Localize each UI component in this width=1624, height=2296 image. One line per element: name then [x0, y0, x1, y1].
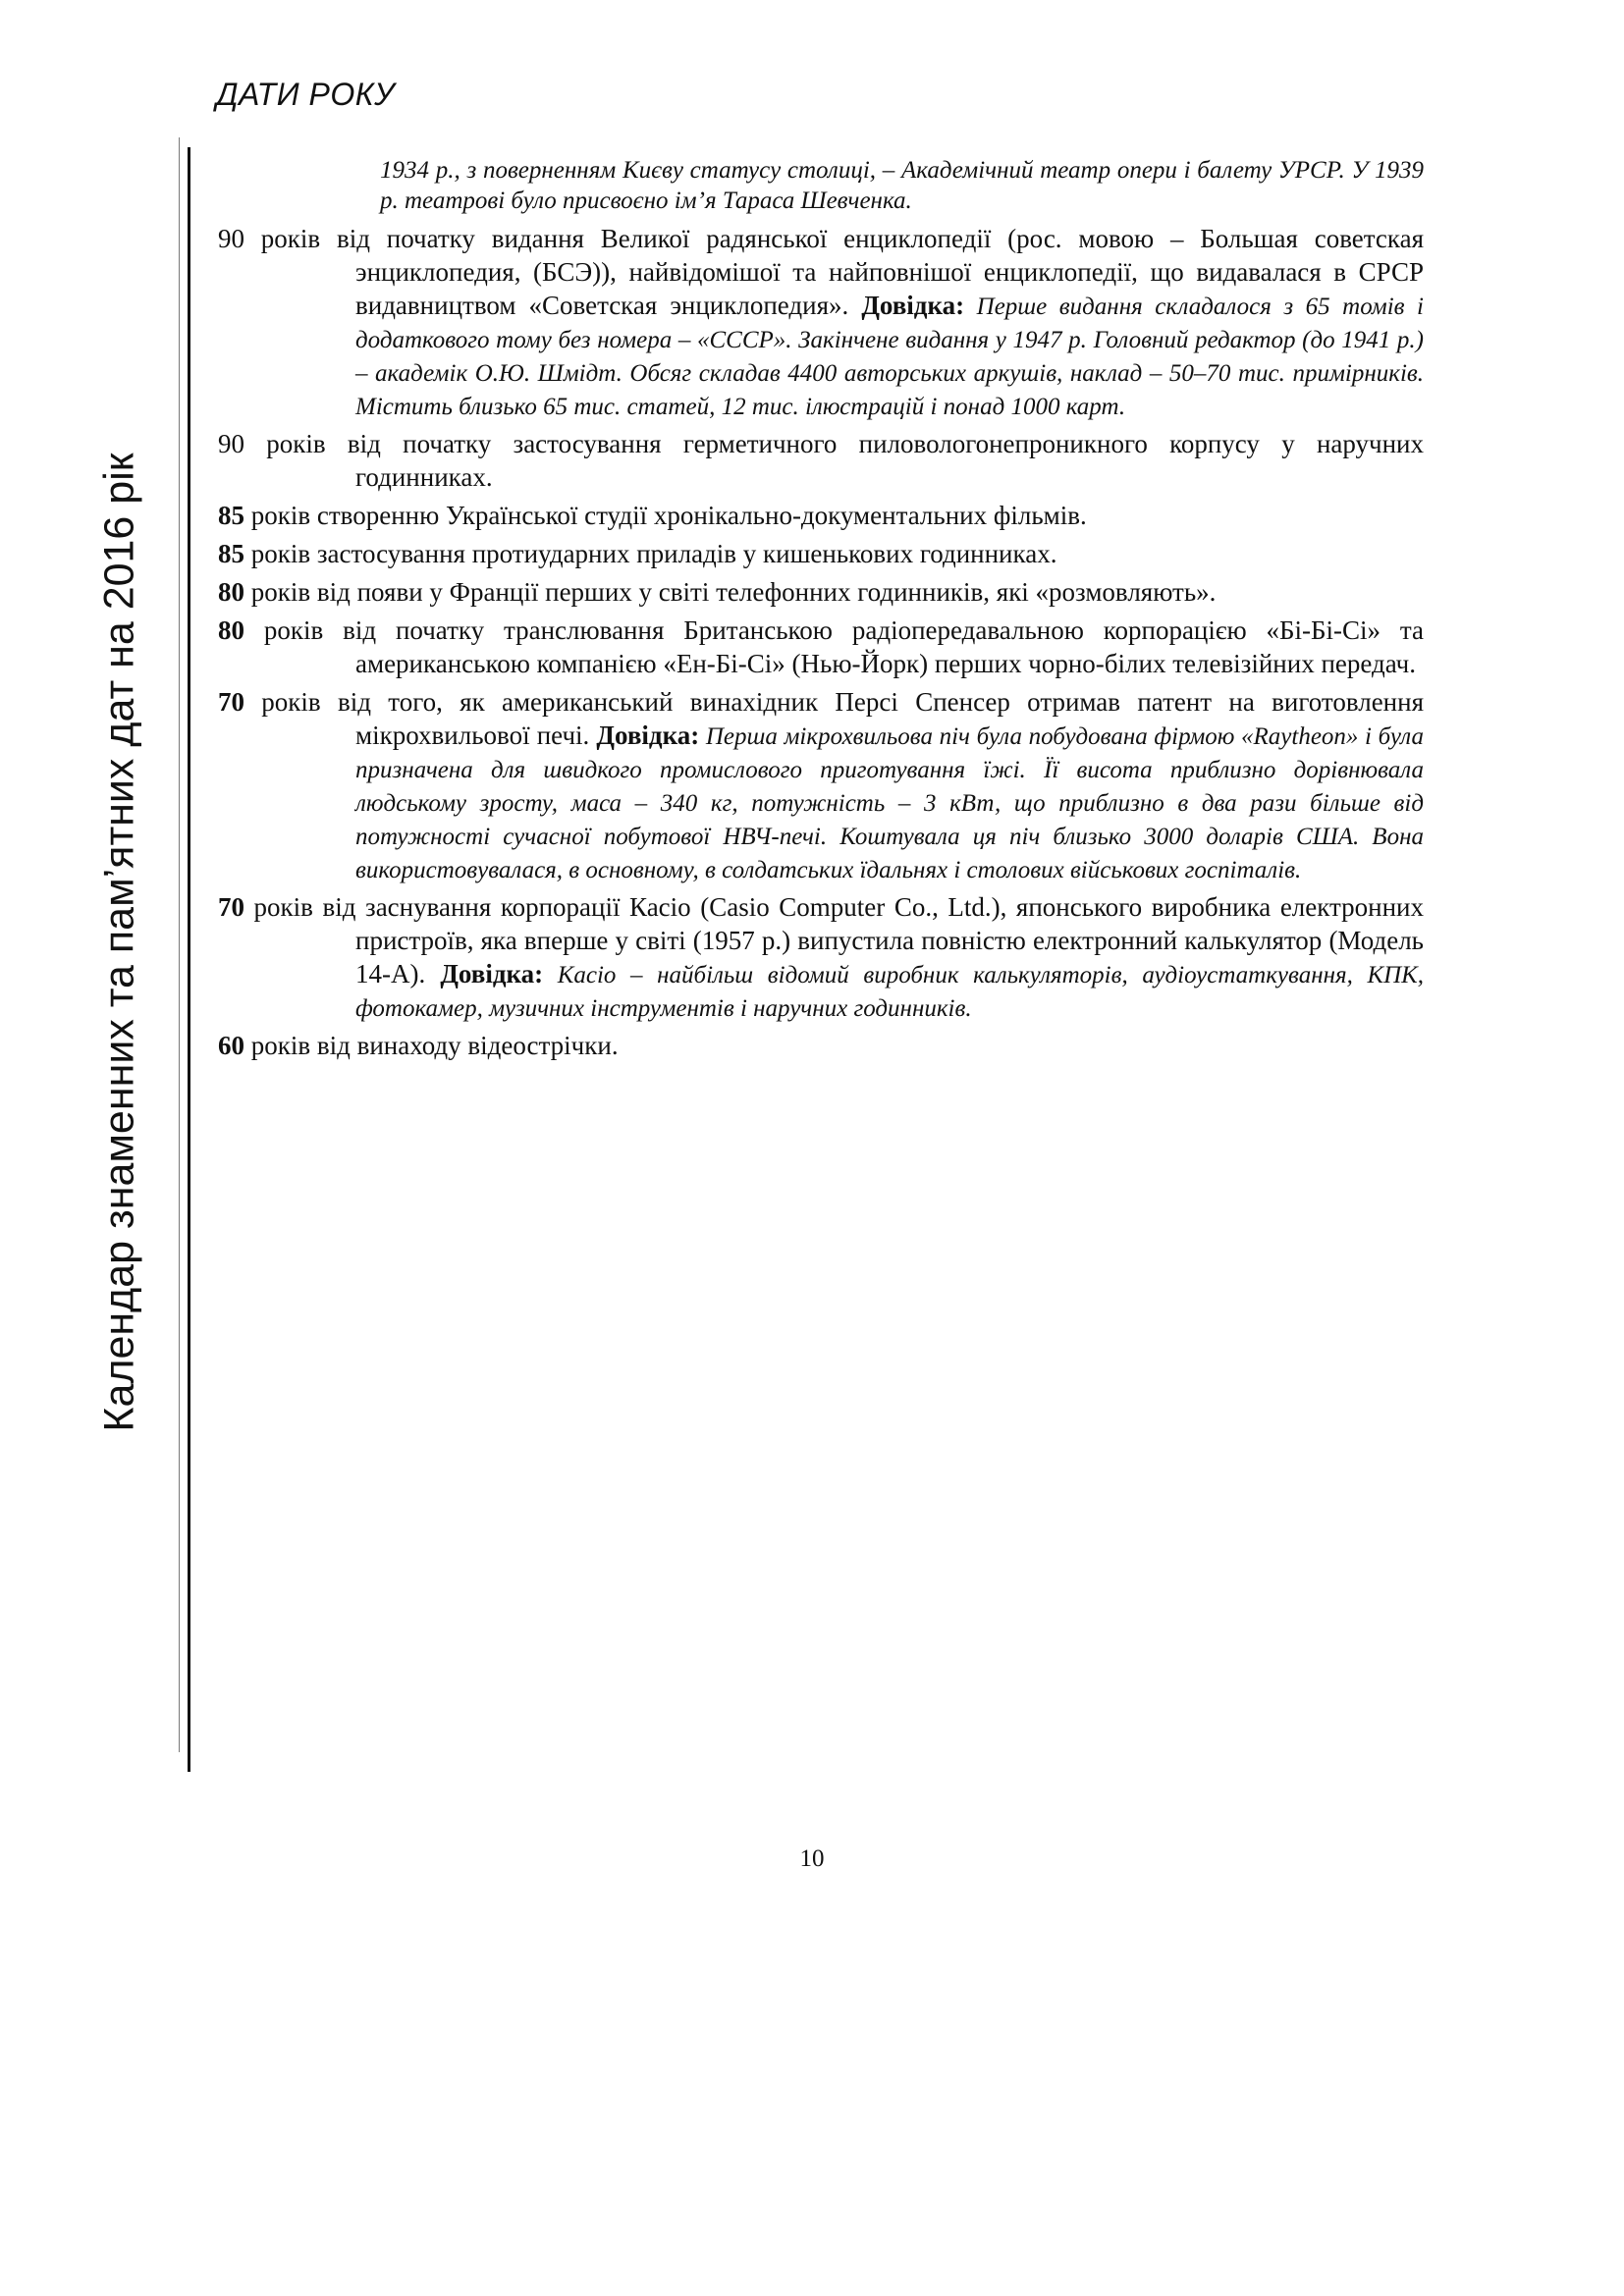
- margin-rule-thick: [188, 147, 190, 1772]
- entry-years: 90: [218, 429, 244, 458]
- entry-years: 80: [218, 615, 244, 645]
- entry-text: років від винаходу відеострічки.: [244, 1031, 619, 1060]
- entry-text: років застосування протиударних приладів у кишенькових годинниках.: [244, 539, 1057, 568]
- date-entry: [218, 499, 1424, 532]
- date-entry: [218, 427, 1424, 494]
- date-entry: [218, 1029, 1424, 1062]
- entry-text: років від початку транслювання Британською радіопередавальною корпорацією «Бі-Бі-Сі» та американською компанією «Ен-Бі-Сі» (Нью-Йорк) перших чорно-білих телевізійних передач.: [244, 615, 1424, 678]
- entry-years: 80: [218, 577, 244, 607]
- side-title-container: [90, 422, 149, 1463]
- running-header: ДАТИ РОКУ: [216, 77, 396, 112]
- entry-text: років від появи у Франції перших у світі телефонних годинників, які «розмовляють».: [244, 577, 1217, 607]
- page-number: 10: [799, 1845, 825, 1872]
- date-entry: [218, 890, 1424, 1024]
- date-entry: [218, 537, 1424, 570]
- date-entry: [218, 614, 1424, 680]
- note-label: Довідка:: [861, 291, 965, 320]
- entry-text: років від початку застосування герметичного пиловологонепроникного корпусу у наручних годинниках.: [244, 429, 1424, 492]
- date-entry: [218, 222, 1424, 422]
- main-content: [218, 155, 1424, 1067]
- entry-years: 60: [218, 1031, 244, 1060]
- note-label: Довідка:: [440, 959, 544, 988]
- entry-text: років від початку видання Великої радянської енциклопедії (рос. мовою – Большая советская энциклопедия, (БСЭ)), найвідомішої та найповнішої енциклопедії, що видавалася в СРСР видавництвом «Советская энциклопедия».: [244, 224, 1424, 320]
- entry-note: Перше видання складалося з 65 томів і додаткового тому без номера – «СССР». Закінчене видання у 1947 р. Головний редактор (до 1941 р.) – академік О.Ю. Шмідт. Обсяг складав 4400 авторських аркушів, наклад – 50–70 тис. примірників. Містить близько 65 тис. статей, 12 тис. ілюстрацій і понад 1000 карт.: [355, 294, 1424, 420]
- note-label: Довідка:: [596, 721, 700, 750]
- side-title: Календар знаменних та пам’ятних дат на 2016 рік: [95, 453, 143, 1432]
- date-entry: [218, 685, 1424, 885]
- entry-years: 85: [218, 539, 244, 568]
- entry-text: років від того, як американський винахідник Персі Спенсер отримав патент на виготовлення мікрохвильової печі.: [244, 687, 1424, 750]
- entry-note: Касіо – найбільш відомий виробник калькуляторів, аудіоустаткування, КПК, фотокамер, музичних інструментів і наручних годинників.: [355, 962, 1424, 1022]
- entry-years: 70: [218, 687, 244, 717]
- entry-text: років від заснування корпорації Касіо (Casio Computer Co., Ltd.), японського виробника електронних пристроїв, яка вперше у світі (1957 р.) випустила повністю електронний калькулятор (Модель 14-А).: [244, 892, 1424, 988]
- entry-years: 85: [218, 501, 244, 530]
- entry-text: років створенню Української студії хронікально-документальних фільмів.: [244, 501, 1087, 530]
- entry-note: Перша мікрохвильова піч була побудована фірмою «Raytheon» і була призначена для швидкого промислового приготування їжі. Її висота приблизно дорівнювала людському зросту, маса – 340 кг, потужність – 3 кВт, що приблизно в два рази більше від потужності сучасної побутової НВЧ-печі. Коштувала ця піч близько 3000 доларів США. Вона використовувалася, в основному, в солдатських їдальнях і столових військових госпіталів.: [355, 723, 1424, 883]
- entry-years: 70: [218, 892, 244, 922]
- date-entry: [218, 575, 1424, 609]
- continuation-note: 1934 р., з поверненням Києву статусу столиці, – Академічний театр опери і балету УРСР. У 1939 р. театрові було присвоєно ім’я Тараса Шевченка.: [380, 157, 1424, 214]
- entry-years: 90: [218, 224, 244, 253]
- margin-rule-thin: [179, 137, 180, 1752]
